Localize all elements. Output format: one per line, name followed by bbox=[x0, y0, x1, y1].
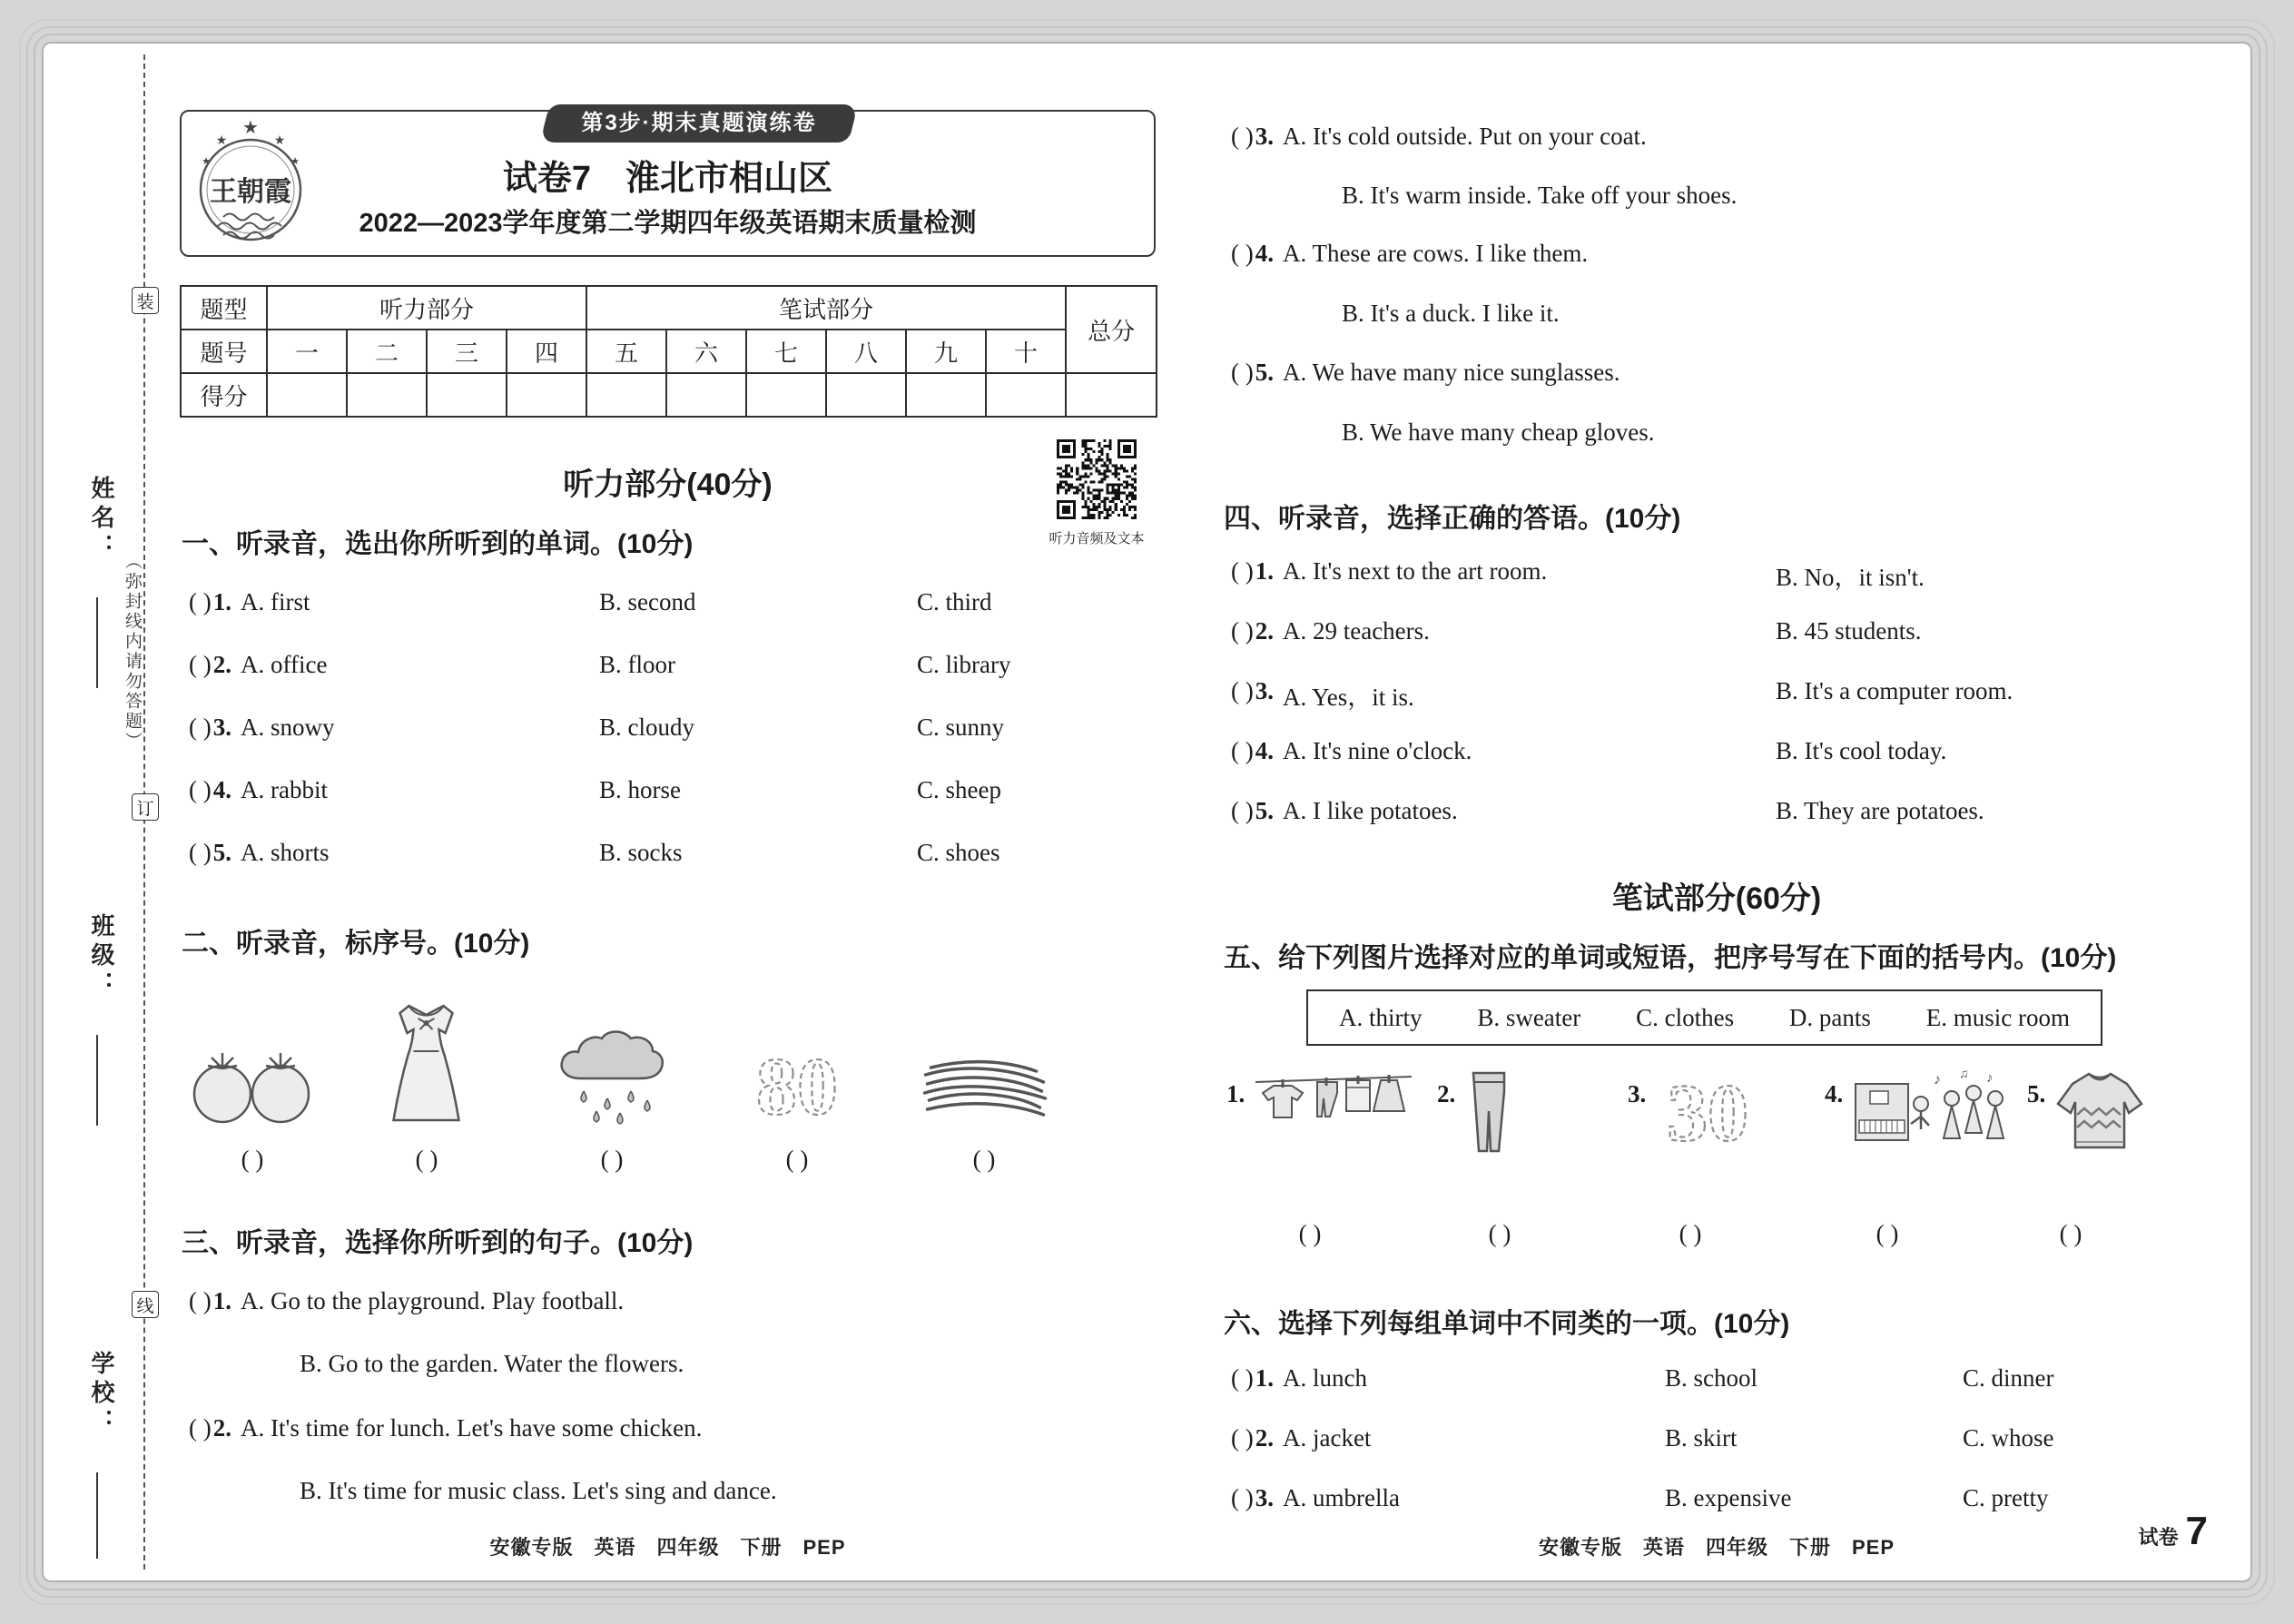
answer-bracket: ( ) bbox=[189, 839, 212, 866]
item-number: 4. bbox=[1825, 1080, 1844, 1107]
score-table bbox=[180, 285, 1157, 418]
bank-item: D. pants bbox=[1788, 1003, 1871, 1031]
question-row bbox=[1231, 123, 2195, 151]
answer-bracket: ( ) bbox=[189, 1414, 212, 1442]
option-a: A. jacket bbox=[1282, 1424, 1372, 1452]
table-row bbox=[181, 373, 1157, 417]
question-number: 3. bbox=[212, 714, 231, 741]
tomatoes-image bbox=[184, 1041, 320, 1127]
answer-bracket: ( ) bbox=[1231, 557, 1254, 585]
star-icon: ★ bbox=[215, 134, 228, 148]
answer-bracket: ( ) bbox=[189, 714, 212, 741]
question-row bbox=[1231, 1484, 2195, 1512]
question-number: 1. bbox=[212, 588, 231, 615]
cell-written: 笔试部分 bbox=[586, 286, 1066, 330]
footer-right: 安徽专版 英语 四年级 下册 PEP bbox=[1538, 1536, 1895, 1559]
answer-bracket: ( ) bbox=[189, 651, 212, 678]
question-number: 1. bbox=[1255, 1364, 1274, 1392]
option-b: B. They are potatoes. bbox=[1776, 797, 1984, 824]
binding-mark-1: 装 bbox=[132, 287, 159, 314]
cell-score: 得分 bbox=[181, 373, 267, 417]
question-number: 3. bbox=[1255, 1484, 1274, 1511]
answer-bracket: ( ) bbox=[1231, 677, 1254, 704]
clothes-line-image bbox=[1252, 1068, 1415, 1154]
option-a: A. Yes，it is. bbox=[1282, 684, 1414, 711]
option-b: B. 45 students. bbox=[1776, 617, 1922, 645]
bank-item: A. thirty bbox=[1339, 1003, 1423, 1031]
option-c: C. shoes bbox=[917, 839, 1000, 866]
option-a: A. Go to the playground. Play football. bbox=[240, 1287, 625, 1314]
cell-type: 题型 bbox=[181, 286, 267, 330]
paper-title: 试卷7 淮北市相山区 bbox=[502, 160, 833, 198]
picture-item bbox=[1226, 1068, 1415, 1154]
option-a: A. It's nine o'clock. bbox=[1282, 737, 1472, 764]
logo-brand-text: 王朝霞 bbox=[210, 177, 291, 207]
section-6-title: 六、选择下列每组单词中不同类的一项。(10分) bbox=[1224, 1309, 1790, 1339]
option-c: C. dinner bbox=[1963, 1364, 2054, 1392]
option-a: A. It's time for lunch. Let's have some chicken. bbox=[240, 1414, 703, 1442]
option-b: B. It's warm inside. Take off your shoes. bbox=[1342, 182, 1738, 209]
sheet bbox=[42, 42, 2252, 1582]
question-number: 2. bbox=[212, 651, 231, 678]
picture-match-row bbox=[1222, 1068, 2211, 1281]
answer-bracket: ( ) bbox=[972, 1146, 996, 1173]
picture-item bbox=[1628, 1068, 1762, 1154]
pants-image bbox=[1462, 1068, 1515, 1158]
answer-bracket: ( ) bbox=[189, 588, 212, 615]
number-80-image bbox=[743, 1041, 852, 1127]
cell-listening: 听力部分 bbox=[267, 286, 586, 330]
question-number: 1. bbox=[1255, 557, 1274, 585]
class-blank-line bbox=[96, 1035, 98, 1126]
table-row bbox=[181, 286, 1157, 330]
option-a: A. 29 teachers. bbox=[1282, 617, 1430, 645]
badge-text: 第3步·期末真题演练卷 bbox=[581, 111, 817, 135]
sweater-image bbox=[2053, 1068, 2148, 1154]
answer-bracket: ( ) bbox=[1231, 123, 1254, 150]
question-number: 2. bbox=[1255, 617, 1274, 645]
music-note-icon: ♪ bbox=[1934, 1072, 1942, 1088]
option-a: A. office bbox=[240, 651, 328, 678]
question-number: 5. bbox=[212, 839, 231, 866]
answer-bracket: ( ) bbox=[1231, 1484, 1254, 1511]
page-number bbox=[2139, 1509, 2209, 1554]
option-a: A. first bbox=[240, 588, 310, 615]
answer-bracket: ( ) bbox=[1876, 1220, 1899, 1247]
question-row bbox=[189, 776, 1153, 804]
option-a: A. shorts bbox=[240, 839, 330, 866]
answer-bracket: ( ) bbox=[1679, 1220, 1702, 1247]
right-page bbox=[1222, 42, 2211, 1582]
question-row bbox=[1231, 557, 2195, 593]
option-c: C. third bbox=[917, 588, 992, 615]
option-b: B. We have many cheap gloves. bbox=[1342, 418, 1655, 446]
option-a: A. rabbit bbox=[240, 776, 328, 803]
question-row bbox=[1231, 1424, 2195, 1452]
qr-code bbox=[1057, 439, 1137, 519]
picture-item bbox=[1825, 1068, 2013, 1160]
option-b: B. No，it isn't. bbox=[1776, 564, 1925, 591]
question-row bbox=[189, 839, 1153, 867]
item-number: 5. bbox=[2027, 1080, 2046, 1107]
cell-qnum: 题号 bbox=[181, 330, 267, 373]
name-blank-line bbox=[96, 597, 98, 688]
answer-bracket: ( ) bbox=[1231, 797, 1254, 824]
item-number: 1. bbox=[1226, 1080, 1245, 1107]
bank-item: E. music room bbox=[1925, 1003, 2070, 1031]
question-number: 5. bbox=[1255, 797, 1274, 824]
answer-bracket: ( ) bbox=[189, 1287, 212, 1314]
option-b: B. school bbox=[1665, 1364, 1758, 1392]
option-b: B. expensive bbox=[1665, 1484, 1792, 1511]
option-c: C. whose bbox=[1963, 1424, 2054, 1452]
question-row bbox=[189, 1414, 1153, 1442]
written-heading: 笔试部分(60分) bbox=[1611, 881, 1822, 916]
option-a: A. It's cold outside. Put on your coat. bbox=[1282, 123, 1647, 150]
question-row bbox=[1231, 1364, 2195, 1393]
section-2-title: 二、听录音，标序号。(10分) bbox=[182, 929, 530, 959]
name-label: 姓名： bbox=[88, 476, 115, 563]
option-c: C. library bbox=[917, 651, 1011, 678]
picture-item bbox=[743, 966, 852, 1174]
question-number: 3. bbox=[1255, 123, 1274, 150]
seal-warning: （弥封线内请勿答题） bbox=[123, 552, 142, 752]
rain-image bbox=[553, 1026, 671, 1127]
option-b: B. cloudy bbox=[599, 714, 694, 741]
page-number-label: 试卷 bbox=[2138, 1526, 2179, 1549]
star-icon: ★ bbox=[290, 156, 300, 167]
answer-bracket: ( ) bbox=[1231, 240, 1254, 267]
paper-header bbox=[180, 110, 1156, 257]
qr-block bbox=[1040, 439, 1153, 547]
answer-bracket: ( ) bbox=[1231, 617, 1254, 645]
word-bank bbox=[1306, 989, 2102, 1046]
answer-bracket: ( ) bbox=[1231, 737, 1254, 764]
left-page bbox=[180, 42, 1156, 1582]
option-b: B. floor bbox=[599, 651, 675, 678]
question-number: 4. bbox=[1255, 737, 1274, 764]
question-row bbox=[1231, 677, 2195, 713]
answer-bracket: ( ) bbox=[415, 1146, 438, 1173]
answer-bracket: ( ) bbox=[1231, 1424, 1254, 1452]
picture-item bbox=[384, 966, 470, 1174]
school-label: 学校： bbox=[88, 1351, 115, 1438]
answer-bracket: ( ) bbox=[1231, 359, 1254, 386]
answer-bracket: ( ) bbox=[1488, 1220, 1511, 1247]
answer-bracket: ( ) bbox=[189, 776, 212, 803]
answer-bracket: ( ) bbox=[241, 1146, 264, 1173]
music-note-icon: ♫ bbox=[1959, 1068, 1969, 1081]
question-row bbox=[1231, 240, 2195, 268]
option-b: B. It's cool today. bbox=[1776, 737, 1947, 764]
option-c: C. sunny bbox=[917, 714, 1005, 741]
question-row bbox=[1231, 797, 2195, 825]
option-c: C. pretty bbox=[1963, 1484, 2049, 1511]
question-number: 1. bbox=[212, 1287, 231, 1314]
answer-bracket: ( ) bbox=[1231, 1364, 1254, 1392]
option-b: B. It's a duck. I like it. bbox=[1342, 300, 1560, 327]
question-row bbox=[1231, 737, 2195, 765]
section-3-title: 三、听录音，选择你所听到的句子。(10分) bbox=[182, 1228, 694, 1258]
option-b: B. second bbox=[599, 588, 696, 615]
option-a: A. It's next to the art room. bbox=[1282, 557, 1548, 585]
music-note-icon: ♪ bbox=[1986, 1071, 1994, 1086]
picture-item bbox=[919, 966, 1050, 1174]
cell-total: 总分 bbox=[1066, 286, 1157, 373]
picture-item bbox=[553, 966, 671, 1174]
question-number: 3. bbox=[1255, 677, 1274, 704]
option-a: A. We have many nice sunglasses. bbox=[1282, 359, 1620, 386]
option-b: B. skirt bbox=[1665, 1424, 1738, 1452]
answer-bracket: ( ) bbox=[785, 1146, 809, 1173]
svg-text:80: 80 bbox=[756, 1042, 838, 1127]
question-row bbox=[1231, 617, 2195, 645]
section-5-title: 五、给下列图片选择对应的单词或短语，把序号写在下面的括号内。(10分) bbox=[1224, 943, 2117, 973]
option-a: A. snowy bbox=[240, 714, 335, 741]
question-number: 5. bbox=[1255, 359, 1274, 386]
paper-subtitle: 2022—2023学年度第二学期四年级英语期末质量检测 bbox=[359, 209, 977, 238]
answer-bracket: ( ) bbox=[2059, 1220, 2082, 1247]
question-row bbox=[189, 588, 1153, 616]
binding-mark-2: 订 bbox=[132, 793, 159, 821]
star-icon: ★ bbox=[273, 134, 286, 148]
answer-bracket: ( ) bbox=[1298, 1220, 1322, 1247]
binding-mark-3: 线 bbox=[132, 1291, 159, 1318]
page-number-value: 7 bbox=[2185, 1509, 2208, 1553]
question-row bbox=[189, 714, 1153, 742]
option-a: A. umbrella bbox=[1282, 1484, 1400, 1511]
answer-bracket: ( ) bbox=[600, 1146, 624, 1173]
dress-image bbox=[384, 1000, 470, 1127]
question-number: 4. bbox=[212, 776, 231, 803]
school-blank-line bbox=[96, 1472, 98, 1559]
item-number: 2. bbox=[1437, 1080, 1456, 1107]
option-a: A. These are cows. I like them. bbox=[1282, 240, 1589, 267]
svg-text:30: 30 bbox=[1667, 1068, 1749, 1154]
picture-item bbox=[2027, 1068, 2148, 1154]
bank-item: C. clothes bbox=[1636, 1003, 1735, 1031]
option-b: B. It's time for music class. Let's sing and dance. bbox=[300, 1477, 777, 1504]
question-number: 2. bbox=[1255, 1424, 1274, 1452]
item-number: 3. bbox=[1628, 1080, 1647, 1107]
section-4-title: 四、听录音，选择正确的答语。(10分) bbox=[1224, 504, 1681, 534]
question-row bbox=[189, 651, 1153, 679]
option-c: C. sheep bbox=[917, 776, 1001, 803]
option-b: B. socks bbox=[599, 839, 683, 866]
green-beans-image bbox=[919, 1044, 1050, 1127]
qr-caption: 听力音频及文本 bbox=[1049, 531, 1145, 546]
table-row: 题号 一 二 三 四 五 六 七 八 九 十 bbox=[181, 330, 1157, 373]
star-icon: ★ bbox=[242, 118, 259, 138]
bank-item: B. sweater bbox=[1477, 1003, 1581, 1031]
question-row bbox=[1231, 359, 2195, 387]
picture-item bbox=[1437, 1068, 1515, 1158]
number-30-image bbox=[1653, 1068, 1762, 1154]
option-a: A. lunch bbox=[1282, 1364, 1367, 1392]
star-icon: ★ bbox=[202, 156, 211, 167]
listening-heading: 听力部分(40分) bbox=[563, 468, 773, 502]
section-1-title: 一、听录音，选出你所听到的单词。(10分) bbox=[182, 529, 694, 559]
question-number: 4. bbox=[1255, 240, 1274, 267]
option-a: A. I like potatoes. bbox=[1282, 797, 1458, 824]
picture-row bbox=[180, 966, 1156, 1202]
question-row bbox=[189, 1287, 1153, 1315]
class-label: 班级： bbox=[88, 913, 115, 1000]
question-number: 2. bbox=[212, 1414, 231, 1442]
footer-left: 安徽专版 英语 四年级 下册 PEP bbox=[489, 1536, 846, 1559]
option-b: B. Go to the garden. Water the flowers. bbox=[300, 1350, 684, 1377]
music-room-image bbox=[1850, 1068, 2013, 1160]
option-b: B. horse bbox=[599, 776, 681, 803]
picture-item bbox=[184, 966, 320, 1174]
step-badge bbox=[545, 104, 853, 143]
option-b: B. It's a computer room. bbox=[1776, 677, 2013, 704]
